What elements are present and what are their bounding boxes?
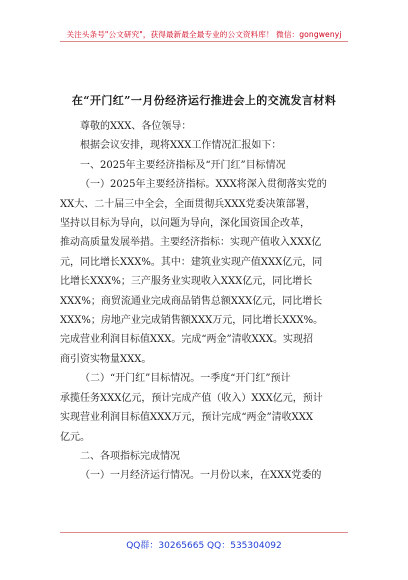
paragraph-line: 承揽任务XXX亿元，预计完成产值（收入）XXX亿元，预计: [60, 392, 323, 404]
paragraph-line: XXX%；商贸流通业完成商品销售总额XXX亿元，同比增长: [60, 295, 323, 307]
paragraph-line: 比增长XXX%；三产服务业实现收入XXX亿元，同比增长: [60, 276, 313, 288]
paragraph-line: XXX%；房地产业完成销售额XXX万元，同比增长XXX%。: [60, 315, 324, 327]
section-heading: 二、各项指标完成情况: [80, 450, 180, 462]
footer-text: QQ群：30265665 QQ：535304092: [126, 541, 282, 551]
paragraph-line: 亿元。: [60, 431, 90, 443]
footer-banner: [0, 532, 408, 552]
paragraph-line: 商引资实物量XXX。: [60, 353, 152, 365]
paragraph-line: 完成营业利润目标值XXX。完成“两金”清收XXX。实现招: [60, 334, 313, 346]
paragraph-line: 实现营业利润目标值XXX万元，预计完成“两金”清收XXX: [60, 412, 313, 424]
salutation: 尊敬的XXX、各位领导：: [80, 121, 192, 132]
section-heading: 一、2025年主要经济指标及“开门红”目标情况: [80, 159, 286, 171]
header-text: 关注头条号"公文研究"，获得最新最全最专业的公文资料库！ 微信：gongwenyj: [66, 30, 342, 39]
header-divider: [60, 41, 348, 42]
document-title: 在“开门红”一月份经济运行推进会上的交流发言材料: [71, 94, 337, 107]
header-banner: [0, 0, 408, 42]
paragraph-line: （一）一月经济运行情况。一月份以来，在XXX党委的: [80, 470, 322, 482]
paragraph-line: （一）2025年主要经济指标。XXX将深入贯彻落实党的: [80, 179, 327, 191]
paragraph-line: 元，同比增长XXX%。其中：建筑业实现产值XXX亿元，同: [60, 256, 323, 268]
paragraph-line: XX大、二十届三中全会，全面贯彻兵XXX党委决策部署，: [60, 198, 316, 210]
paragraph-line: 坚持以目标为导向，以问题为导向，深化国资国企改革，: [60, 218, 310, 230]
footer-divider: [60, 532, 348, 533]
paragraph-line: （二）“开门红”目标情况。一季度“开门红”预计: [80, 373, 291, 385]
document-body: [60, 117, 350, 486]
paragraph-line: 推动高质量发展举措。主要经济指标：实现产值收入XXX亿: [60, 237, 322, 249]
paragraph-line: 根据会议安排，现将XXX工作情况汇报如下：: [80, 140, 282, 152]
